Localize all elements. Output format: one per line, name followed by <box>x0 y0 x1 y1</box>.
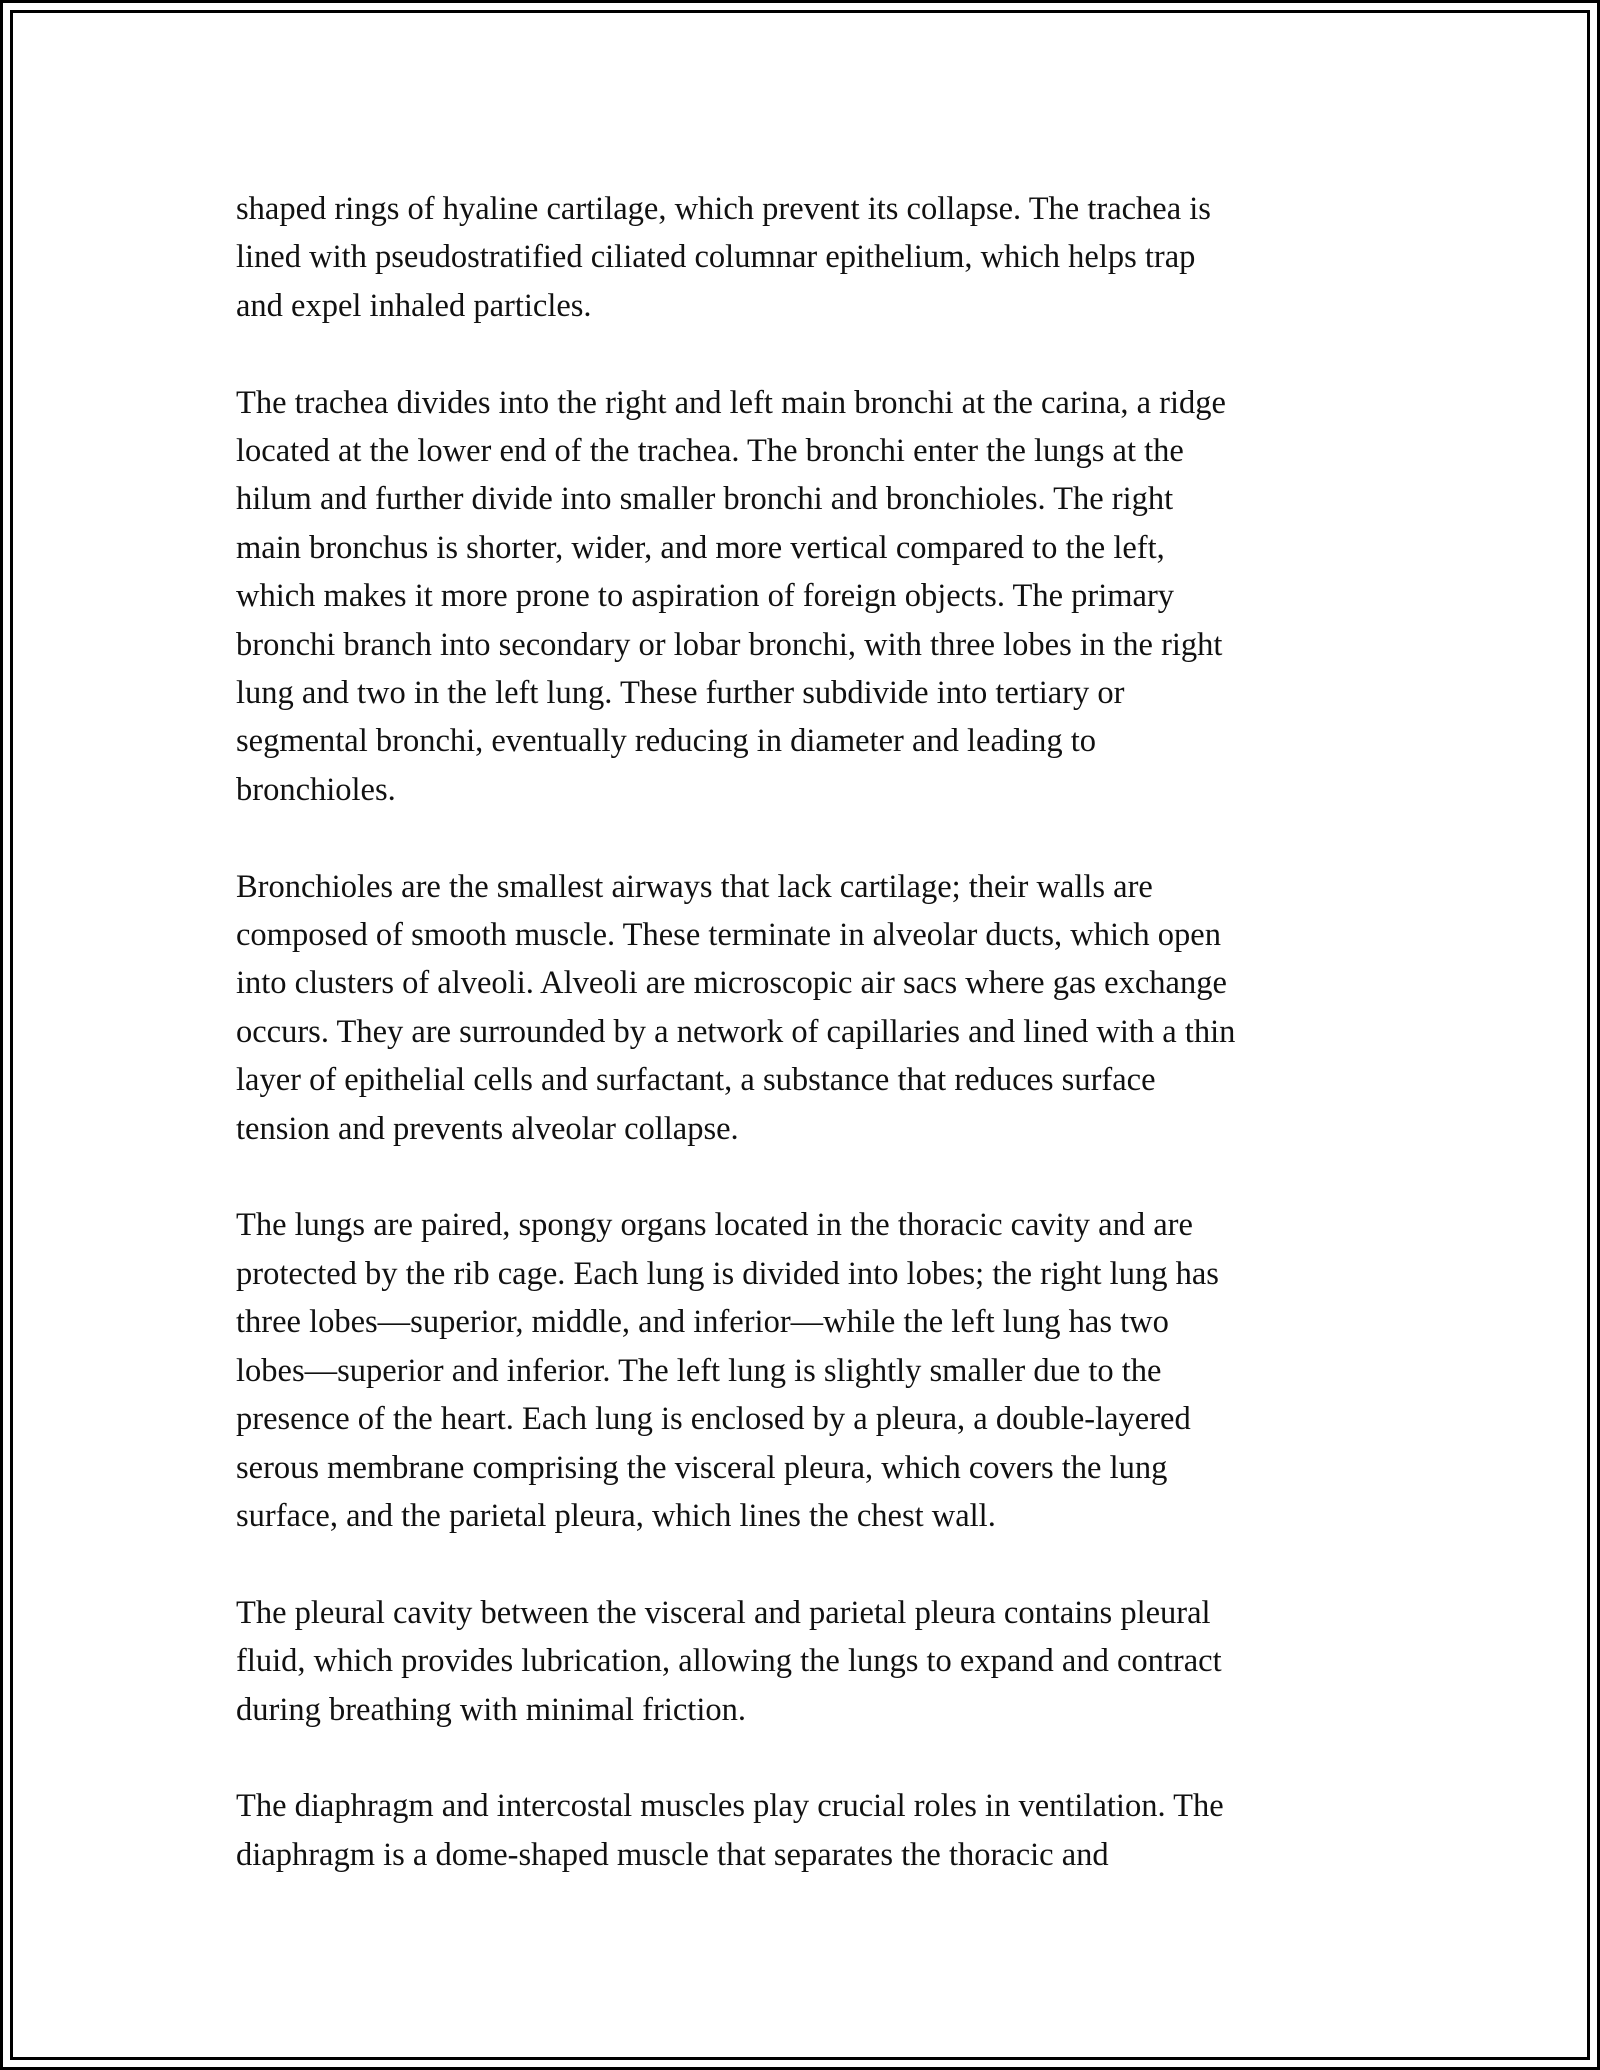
paragraph-diaphragm: The diaphragm and intercostal muscles play crucial roles in ventilation. The diaphragm is a dome-shaped muscle that separates the thoracic and <box>236 1788 1224 1873</box>
paragraph-lungs: The lungs are paired, spongy organs located in the thoracic cavity and are protected by the rib cage. Each lung is divided into lobes; the right lung has three lobes—superior, middle, and inferior—while the left lung has two lobes—superior and inferior. The left lung is slightly smaller due to the presence of the heart. Each lung is enclosed by a pleura, a double-layered serous membrane comprising the visceral pleura, which covers the lung surface, and the parietal pleura, which lines the chest wall. <box>236 1207 1219 1534</box>
paragraph-pleural-cavity: The pleural cavity between the visceral and parietal pleura contains pleural fluid, which provides lubrication, allowing the lungs to expand and contract during breathing with minimal friction. <box>236 1594 1222 1728</box>
paragraph-bronchi: The trachea divides into the right and left main bronchi at the carina, a ridge located at the lower end of the trachea. The bronchi enter the lungs at the hilum and further divide into smaller bronchi and bronchioles. The right main bronchus is shorter, wider, and more vertical compared to the left, which makes it more prone to aspiration of foreign objects. The primary bronchi branch into secondary or lobar bronchi, with three lobes in the right lung and two in the left lung. These further subdivide into tertiary or segmental bronchi, eventually reducing in diameter and leading to bronchioles. <box>236 384 1226 808</box>
document-body <box>236 185 1386 1879</box>
paragraph-bronchioles-alveoli: Bronchioles are the smallest airways that lack cartilage; their walls are composed of smooth muscle. These terminate in alveolar ducts, which open into clusters of alveoli. Alveoli are microscopic air sacs where gas exchange occurs. They are surrounded by a network of capillaries and lined with a thin layer of epithelial cells and surfactant, a substance that reduces surface tension and prevents alveolar collapse. <box>236 868 1236 1147</box>
paragraph-trachea-lining: shaped rings of hyaline cartilage, which prevent its collapse. The trachea is lined with pseudostratified ciliated columnar epithelium, which helps trap and expel inhaled particles. <box>236 191 1211 324</box>
